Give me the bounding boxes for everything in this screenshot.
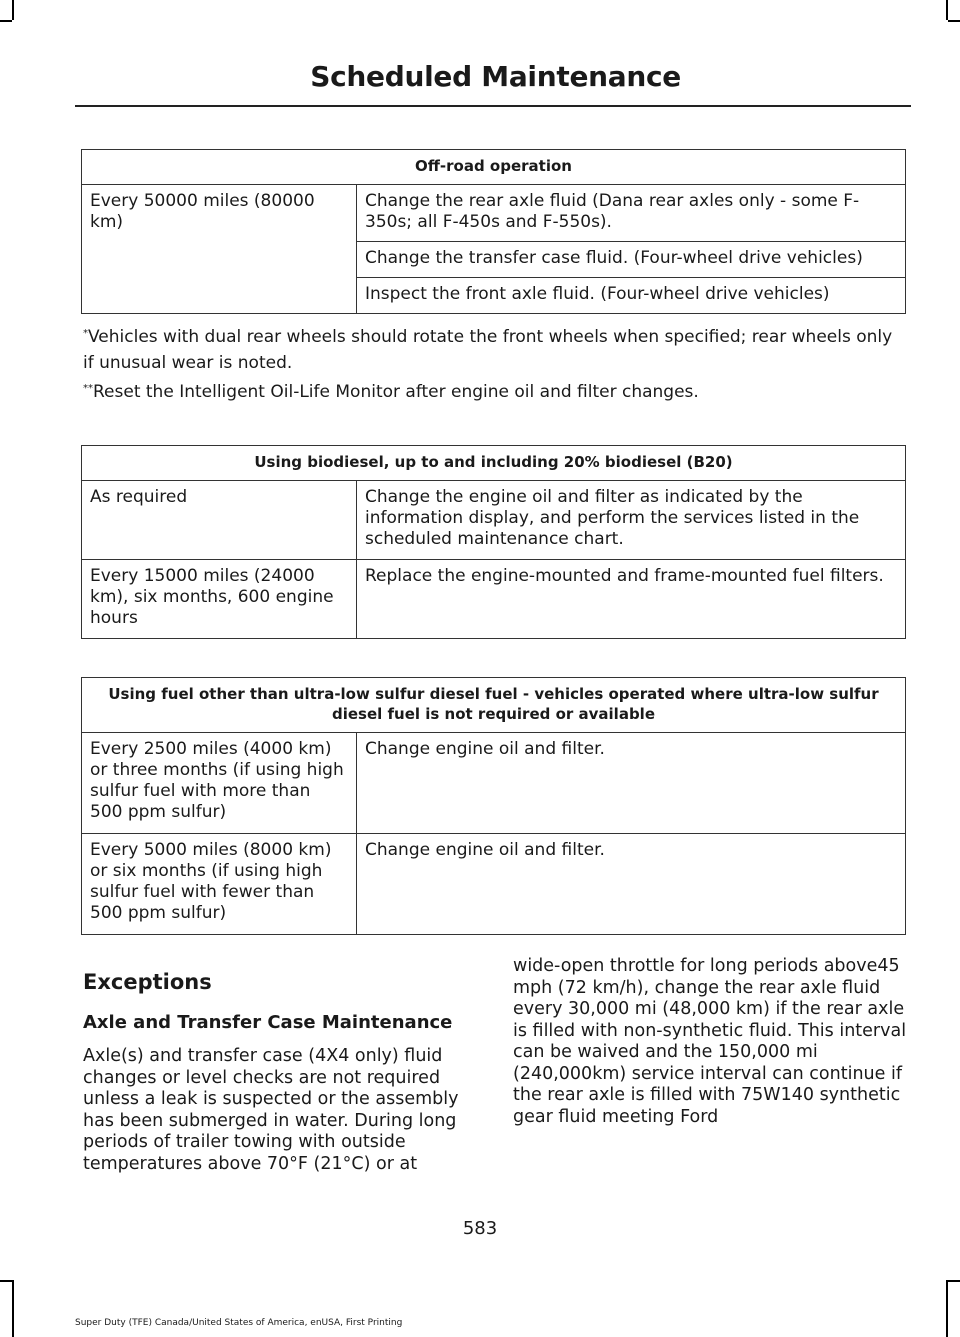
biodiesel-table <box>81 445 906 639</box>
offroad-action: Change the rear axle fluid (Dana rear axles only - some F-350s; all F-450s and F-550s). <box>357 185 906 242</box>
footnote-1 <box>83 324 908 376</box>
crop-mark <box>12 1280 14 1337</box>
page-number: 583 <box>462 1218 498 1239</box>
crop-mark <box>946 0 948 20</box>
offroad-action: Inspect the front axle fluid. (Four-wheel drive vehicles) <box>357 278 906 314</box>
footer-text: Super Duty (TFE) Canada/United States of America, enUSA, First Printing <box>75 1318 403 1328</box>
biodiesel-interval: Every 15000 miles (24000 km), six months, 600 engine hours <box>82 560 357 639</box>
biodiesel-action: Change the engine oil and filter as indicated by the information display, and perform the services listed in the scheduled maintenance chart. <box>357 481 906 560</box>
crop-mark <box>0 20 12 22</box>
fuel-interval: Every 5000 miles (8000 km) or six months (if using high sulfur fuel with fewer than 500 ppm sulfur) <box>82 834 357 935</box>
crop-mark <box>948 20 960 22</box>
header-divider <box>75 105 911 107</box>
fuel-table <box>81 677 906 935</box>
body-text-right: wide-open throttle for long periods above45 mph (72 km/h), change the rear axle fluid every 30,000 mi (48,000 km) if the rear axle is filled with non-synthetic fluid. This interval can be waived and the 150,000 mi (240,000km) service interval can continue if the rear axle is filled with 75W140 synthetic gear fluid meeting Ford <box>513 956 907 1127</box>
footnote-text: Vehicles with dual rear wheels should rotate the front wheels when specified; rear wheels only if unusual wear is noted. <box>83 327 893 373</box>
crop-mark <box>12 0 14 20</box>
crop-mark <box>0 1280 12 1282</box>
page-title: Scheduled Maintenance <box>310 60 681 93</box>
fuel-table-title: Using fuel other than ultra-low sulfur diesel fuel - vehicles operated where ultra-low sulfur diesel fuel is not required or available <box>82 678 906 733</box>
footnote-mark: * <box>83 328 88 339</box>
section-heading: Exceptions <box>83 970 212 994</box>
offroad-action: Change the transfer case fluid. (Four-wheel drive vehicles) <box>357 242 906 278</box>
offroad-table <box>81 149 906 314</box>
offroad-interval: Every 50000 miles (80000 km) <box>82 185 357 314</box>
biodiesel-action: Replace the engine-mounted and frame-mounted fuel filters. <box>357 560 906 639</box>
crop-mark <box>946 1280 948 1337</box>
footnote-2 <box>83 379 908 405</box>
footnote-mark: ** <box>83 383 93 394</box>
fuel-interval: Every 2500 miles (4000 km) or three months (if using high sulfur fuel with more than 500 ppm sulfur) <box>82 733 357 834</box>
section-subheading: Axle and Transfer Case Maintenance <box>83 1012 453 1033</box>
biodiesel-table-title: Using biodiesel, up to and including 20% biodiesel (B20) <box>82 446 906 481</box>
crop-mark <box>948 1280 960 1282</box>
footnote-text: Reset the Intelligent Oil-Life Monitor after engine oil and filter changes. <box>93 382 699 402</box>
fuel-action: Change engine oil and filter. <box>357 733 906 834</box>
body-text-left: Axle(s) and transfer case (4X4 only) fluid changes or level checks are not required unless a leak is suspected or the assembly has been submerged in water. During long periods of trailer towing with outside temperatures above 70°F (21°C) or at <box>83 1046 459 1174</box>
offroad-table-title: Off-road operation <box>82 150 906 185</box>
fuel-action: Change engine oil and filter. <box>357 834 906 935</box>
biodiesel-interval: As required <box>82 481 357 560</box>
